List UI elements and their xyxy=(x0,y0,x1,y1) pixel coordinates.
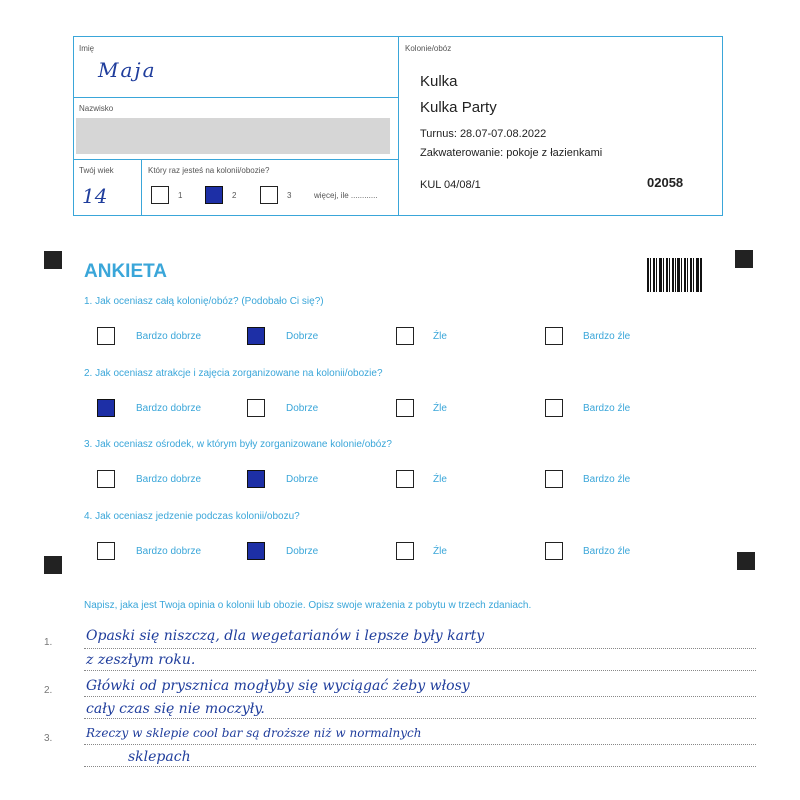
kolonia-label: Kolonie/obóz xyxy=(405,44,452,53)
question-3-option-4-label: Bardzo źle xyxy=(583,474,631,485)
answer-dotted-line xyxy=(84,744,756,745)
wiek-value[interactable]: 14 xyxy=(82,184,108,208)
question-1-option-4-label: Bardzo źle xyxy=(583,331,631,342)
kolonia-party: Kulka Party xyxy=(420,99,497,116)
question-4-option-3-label: Źle xyxy=(433,546,447,557)
answer-line-number-3: 3. xyxy=(44,733,53,744)
ktory-raz-label: Który raz jesteś na kolonii/obozie? xyxy=(148,166,270,175)
answer-dotted-line xyxy=(84,648,756,649)
answer-2-line-2[interactable]: cały czas się nie moczyły. xyxy=(86,701,265,717)
question-4-option-4-checkbox[interactable] xyxy=(545,542,563,560)
imie-value[interactable]: Maja xyxy=(98,58,157,82)
answer-1-line-2[interactable]: z zeszłym roku. xyxy=(86,652,196,668)
form-number: 02058 xyxy=(647,175,684,190)
header-divider-vertical xyxy=(398,36,399,216)
question-4-option-2-checkbox[interactable] xyxy=(247,542,265,560)
ktory-raz-checkbox-3[interactable] xyxy=(260,186,278,204)
registration-mark-top-right xyxy=(735,250,753,268)
ktory-raz-option-1: 1 xyxy=(178,191,183,200)
answer-1-line-1[interactable]: Opaski się niszczą, dla wegetarianów i lepsze były karty xyxy=(86,628,485,644)
question-3-option-2-label: Dobrze xyxy=(286,474,319,485)
ktory-raz-option-2: 2 xyxy=(232,191,237,200)
header-divider-h2 xyxy=(73,159,399,160)
registration-mark-bottom-right xyxy=(737,552,755,570)
imie-label: Imię xyxy=(79,44,95,53)
answer-dotted-line xyxy=(84,718,756,719)
answer-line-number-1: 1. xyxy=(44,637,53,648)
answer-3-line-2[interactable]: sklepach xyxy=(128,749,191,765)
question-3-option-3-label: Źle xyxy=(433,474,447,485)
turnus: Turnus: 28.07-07.08.2022 xyxy=(420,128,547,140)
nazwisko-label: Nazwisko xyxy=(79,104,114,113)
ktory-raz-checkbox-2[interactable] xyxy=(205,186,223,204)
question-2-option-4-checkbox[interactable] xyxy=(545,399,563,417)
question-1-text: 1. Jak oceniasz całą kolonię/obóz? (Podobało Ci się?) xyxy=(84,296,324,307)
wiek-label: Twój wiek xyxy=(79,166,114,175)
kolonia-code: KUL 04/08/1 xyxy=(420,179,481,191)
nazwisko-redacted xyxy=(76,118,390,154)
question-3-text: 3. Jak oceniasz ośrodek, w którym były zorganizowane kolonie/obóz? xyxy=(84,439,392,450)
question-3-option-1-checkbox[interactable] xyxy=(97,470,115,488)
question-2-option-1-checkbox[interactable] xyxy=(97,399,115,417)
question-2-option-1-label: Bardzo dobrze xyxy=(136,403,202,414)
ktory-raz-option-3: 3 xyxy=(287,191,292,200)
wiecej-label: więcej, ile ............ xyxy=(314,191,378,200)
question-4-option-3-checkbox[interactable] xyxy=(396,542,414,560)
survey-title: ANKIETA xyxy=(84,261,168,282)
question-4-option-1-label: Bardzo dobrze xyxy=(136,546,202,557)
question-1-option-3-label: Źle xyxy=(433,331,447,342)
question-3-option-1-label: Bardzo dobrze xyxy=(136,474,202,485)
question-4-option-2-label: Dobrze xyxy=(286,546,319,557)
question-4-option-1-checkbox[interactable] xyxy=(97,542,115,560)
answer-dotted-line xyxy=(84,670,756,671)
open-question-prompt: Napisz, jaka jest Twoja opinia o kolonii lub obozie. Opisz swoje wrażenia z pobytu w trzech zdaniach. xyxy=(84,600,532,611)
header-divider-h1 xyxy=(73,97,399,98)
question-2-option-2-label: Dobrze xyxy=(286,403,319,414)
ktory-raz-checkbox-1[interactable] xyxy=(151,186,169,204)
question-2-option-3-checkbox[interactable] xyxy=(396,399,414,417)
question-3-option-2-checkbox[interactable] xyxy=(247,470,265,488)
question-1-option-2-label: Dobrze xyxy=(286,331,319,342)
question-1-option-4-checkbox[interactable] xyxy=(545,327,563,345)
question-1-option-1-checkbox[interactable] xyxy=(97,327,115,345)
question-2-option-2-checkbox[interactable] xyxy=(247,399,265,417)
answer-line-number-2: 2. xyxy=(44,685,53,696)
answer-dotted-line xyxy=(84,696,756,697)
answer-3-line-1[interactable]: Rzeczy w sklepie cool bar są droższe niż w normalnych xyxy=(86,726,422,740)
question-2-option-3-label: Źle xyxy=(433,403,447,414)
barcode xyxy=(647,258,703,292)
zakwaterowanie: Zakwaterowanie: pokoje z łazienkami xyxy=(420,147,603,159)
question-2-text: 2. Jak oceniasz atrakcje i zajęcia zorganizowane na kolonii/obozie? xyxy=(84,368,383,379)
registration-mark-top-left xyxy=(44,251,62,269)
question-1-option-1-label: Bardzo dobrze xyxy=(136,331,202,342)
question-1-option-3-checkbox[interactable] xyxy=(396,327,414,345)
question-3-option-3-checkbox[interactable] xyxy=(396,470,414,488)
question-2-option-4-label: Bardzo źle xyxy=(583,403,631,414)
question-4-option-4-label: Bardzo źle xyxy=(583,546,631,557)
question-3-option-4-checkbox[interactable] xyxy=(545,470,563,488)
question-1-option-2-checkbox[interactable] xyxy=(247,327,265,345)
registration-mark-bottom-left xyxy=(44,556,62,574)
question-4-text: 4. Jak oceniasz jedzenie podczas kolonii/obozu? xyxy=(84,511,300,522)
kolonia-name: Kulka xyxy=(420,73,458,90)
answer-2-line-1[interactable]: Główki od prysznica mogłyby się wyciągać żeby włosy xyxy=(86,678,470,694)
header-divider-age xyxy=(141,159,142,216)
answer-dotted-line xyxy=(84,766,756,767)
